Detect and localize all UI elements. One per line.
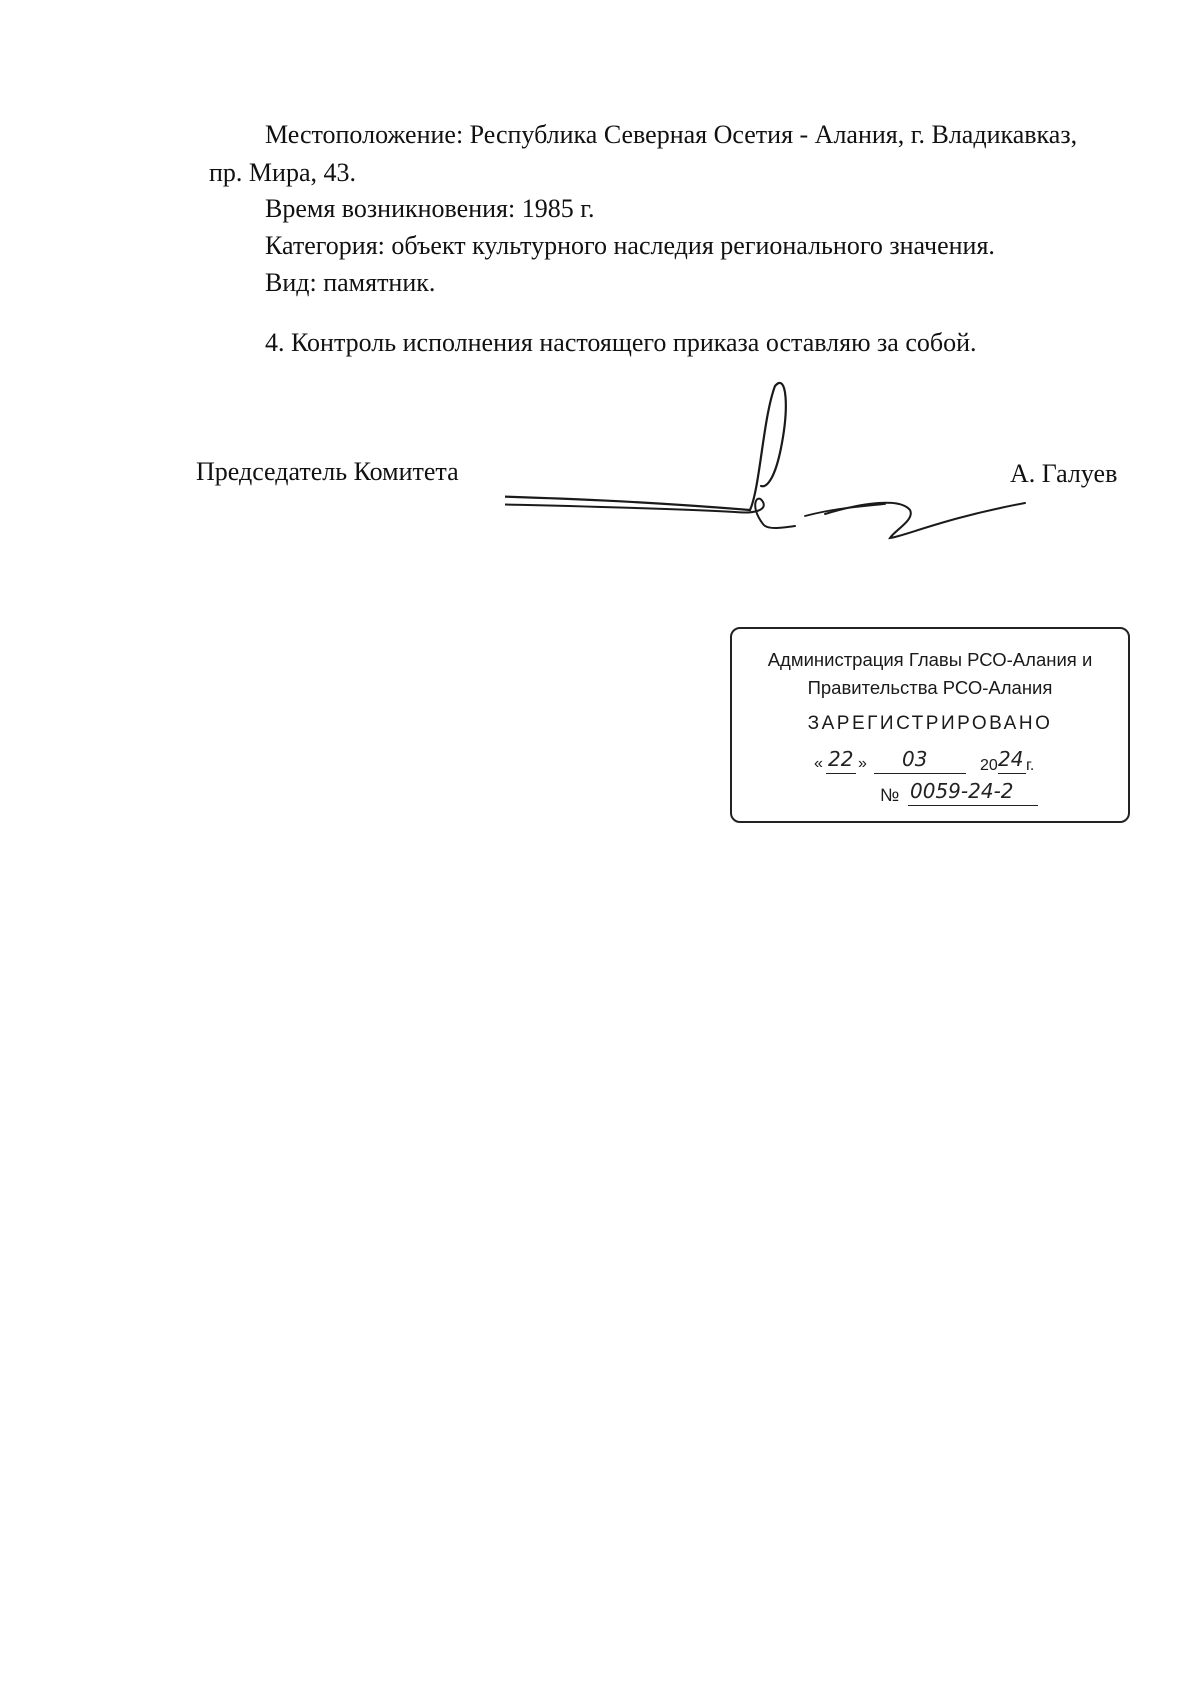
stamp-year-underline [998, 773, 1026, 774]
location-line-1: Местоположение: Республика Северная Осетия - Алания, г. Владикавказ, [265, 120, 1078, 149]
stamp-year-prefix: 20 [980, 757, 998, 774]
category: Категория: объект культурного наследия регионального значения. [265, 231, 995, 260]
stamp-day-underline [826, 773, 856, 774]
stamp-month: 03 [902, 747, 928, 771]
time-of-origin: Время возникновения: 1985 г. [265, 194, 595, 223]
stamp-year-letter: г. [1026, 757, 1035, 774]
stamp-close-quote: » [858, 755, 867, 772]
registration-stamp [730, 627, 1130, 823]
signature-image [505, 378, 1035, 548]
location-line-2: пр. Мира, 43. [209, 158, 356, 187]
stamp-line-2: Правительства РСО-Алания [807, 677, 1053, 698]
stamp-day: 22 [828, 747, 854, 771]
signatory-name: А. Галуев [1010, 459, 1118, 488]
stamp-number: 0059-24-2 [910, 779, 1014, 803]
paragraph-4: 4. Контроль исполнения настоящего приказа оставляю за собой. [265, 328, 977, 357]
stamp-month-underline [874, 773, 966, 774]
stamp-year-suffix: 24 [998, 747, 1024, 771]
stamp-number-underline [908, 805, 1038, 806]
stamp-open-quote: « [814, 755, 823, 772]
stamp-line-1: Администрация Главы РСО-Алания и [767, 649, 1093, 670]
signatory-position: Председатель Комитета [196, 457, 459, 486]
stamp-status: ЗАРЕГИСТРИРОВАНО [807, 713, 1053, 734]
stamp-number-label: № [880, 785, 900, 805]
monument-type: Вид: памятник. [265, 268, 436, 297]
